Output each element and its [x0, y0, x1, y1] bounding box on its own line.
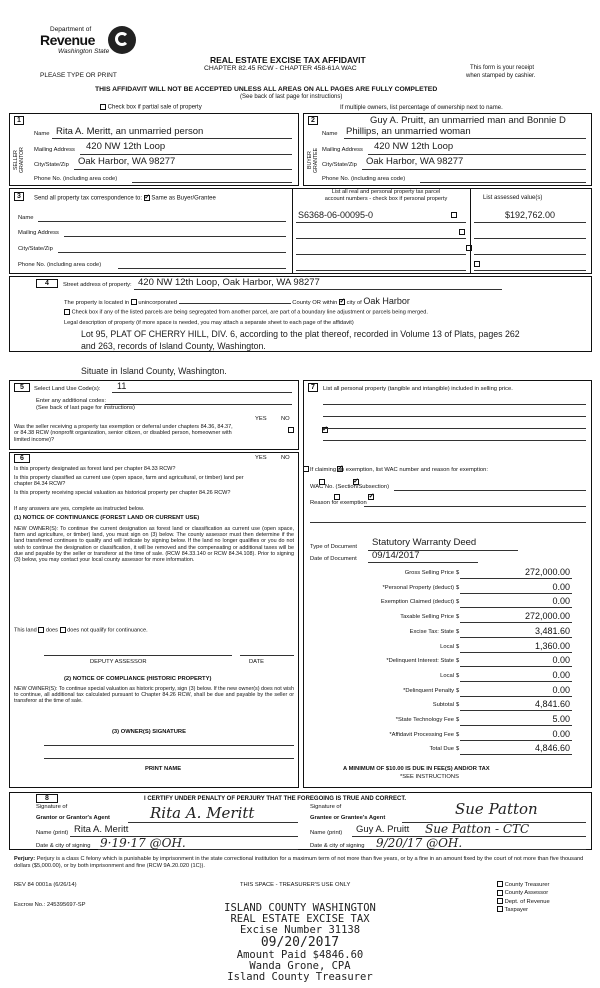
perjury-title: Perjury: [14, 856, 36, 862]
tax-row-label: *Delinquent Interest: State [386, 658, 454, 665]
tax-row-line [460, 696, 572, 697]
seller-grantor-label: SELLER GRANTOR [13, 147, 25, 173]
personal-property-checkbox-3[interactable] [466, 245, 472, 251]
seller-name-line [52, 138, 292, 139]
notice2-title: (2) NOTICE OF COMPLIANCE (HISTORIC PROPERTY) [64, 676, 212, 682]
tax-row-value[interactable]: 0.00 [552, 655, 570, 666]
col-divider-1 [292, 188, 293, 274]
seller-name-label: Name [34, 131, 50, 137]
stamp-line-6: Wanda Grone, CPA [249, 960, 351, 972]
copy-county-treasurer [497, 881, 550, 889]
does-label: does [45, 627, 58, 634]
buyer-city-label: City/State/Zip [322, 162, 357, 168]
please-type: PLEASE TYPE OR PRINT [40, 72, 117, 79]
parcel-header [296, 189, 476, 202]
grantee-sig-label: Signature of [310, 804, 342, 810]
date-label: DATE [249, 659, 265, 665]
tax-row-value[interactable]: 0.00 [552, 669, 570, 680]
tax-row-dollar: $ [456, 643, 460, 650]
reason-line-1 [364, 506, 586, 507]
same-as-label: Same as Buyer/Grantee [151, 195, 216, 202]
tax-row-value[interactable]: 272,000.00 [524, 611, 570, 622]
tax-row-line [460, 652, 572, 653]
grantee-agent-label: Grantee or Grantee's Agent [310, 815, 386, 821]
treasurer-stamp [180, 903, 420, 983]
section-5-number: 5 [14, 383, 30, 392]
deputy-label: DEPUTY ASSESSOR [90, 659, 147, 665]
stamp-line-5: Amount Paid $4846.60 [236, 949, 364, 961]
unincorporated-label: unincorporated [138, 300, 178, 306]
grantor-date[interactable]: 9·19·17 @OH. [100, 836, 186, 850]
street-label: Street address of property: [63, 282, 132, 288]
partial-sale-checkbox[interactable] [100, 104, 106, 110]
grantor-date-line [98, 849, 298, 850]
tax-row-label: Taxable Selling Price [400, 614, 454, 621]
section5-see-back: (See back of last page for instructions) [36, 405, 135, 411]
tax-row-label: Local [440, 672, 454, 679]
buyer-name-line2[interactable]: Phillips, an unmarried woman [346, 126, 471, 137]
send-mailing-line [64, 236, 286, 237]
tax-row-value[interactable]: 4,841.60 [534, 699, 570, 710]
copy-taxpayer [497, 906, 550, 914]
same-as-buyer-checkbox[interactable] [144, 195, 150, 201]
tax-row-label: Total Due [429, 746, 454, 753]
logo-mark-icon [108, 26, 136, 54]
certify-statement: I CERTIFY UNDER PENALTY OF PERJURY THAT THE FOREGOING IS TRUE AND CORRECT. [144, 796, 407, 802]
assessed-line-2 [474, 238, 586, 239]
doc-type-label: Type of Document [310, 544, 358, 550]
this-land-label: This land [14, 627, 37, 634]
send-label: Send all property tax correspondence to: [34, 195, 143, 202]
tax-row-dollar: $ [456, 717, 460, 723]
tax-row-label: *Delinquent Penalty [403, 687, 454, 694]
section6-yes: YES [255, 455, 267, 461]
notice1-text: NEW OWNER(S): To continue the current designation as forest land or classification as current use (open space, farm and agriculture, or timber) land, you must sign on (3) below. The county assessor must then determine if the land transferred continues to qualify and will indicate by signing below. If the land no longer qualifies or you do not wish to continue the designation or classification, it will be removed and the compensating or additional taxes will be due and payable by the seller or transferor at the time of sale. (RCW 84.33.140 or RCW 84.34.108). Prior to signing (3) below, you may contact your local county assessor for more information. [14, 526, 294, 564]
unincorporated-checkbox[interactable] [131, 299, 137, 305]
doc-type[interactable]: Statutory Warranty Deed [372, 537, 477, 548]
send-phone-label: Phone No. (including area code) [18, 262, 102, 268]
tax-row-line [460, 622, 572, 623]
treasurer-only: THIS SPACE - TREASURER'S USE ONLY [240, 882, 351, 888]
exemption-yes-checkbox[interactable] [288, 427, 294, 433]
deputy-line [44, 655, 232, 656]
buyer-phone-line [420, 182, 586, 183]
does-not-checkbox[interactable] [60, 627, 66, 633]
tax-row-dollar: $ [456, 584, 460, 591]
segregated-checkbox[interactable] [64, 309, 70, 315]
parcel-line-1 [296, 222, 466, 223]
tax-row-label: Excise Tax: State [409, 628, 454, 635]
tax-row-label: Gross Selling Price [404, 570, 454, 576]
grantor-sig-line [128, 822, 298, 823]
tax-row-label: Exemption Claimed (deduct) [380, 599, 454, 606]
owner-signature-label: (3) OWNER(S) SIGNATURE [112, 729, 186, 735]
form-title: REAL ESTATE EXCISE TAX AFFIDAVIT [210, 55, 366, 65]
exemption-question: Was the seller receiving a property tax exemption or deferral under chapters 84.36, 84.37, or 84.38 RCW (nonprofit organization, senior citizen, or disabled person, homeowner with limited income)? [14, 424, 233, 443]
street-line [134, 289, 502, 290]
buyer-name-line [344, 138, 586, 139]
legal-line2[interactable]: and 263, records of Island County, Washington. [81, 341, 266, 351]
section-8-number: 8 [36, 794, 58, 803]
tax-row-dollar: $ [456, 672, 460, 679]
assessed-line-3 [474, 254, 586, 255]
seller-phone-line [132, 182, 292, 183]
copy-checkboxes [497, 881, 550, 914]
tax-row-line [460, 666, 572, 667]
stamp-line-7: Island County Treasurer [227, 971, 373, 983]
tax-row-label: Subtotal [432, 702, 454, 709]
segregated-label: Check box if any of the listed parcels are being segregated from another parcel, are part of a boundary line adjustment or parcels being merged. [71, 309, 428, 316]
tax-row-value[interactable]: 1,360.00 [534, 640, 570, 651]
escrow-number: Escrow No.: 245395697-SP [14, 902, 86, 908]
see-back: (See back of last page for instructions) [240, 94, 343, 100]
assessed-line-1 [474, 222, 586, 223]
grantor-sig-label: Signature of [36, 804, 68, 810]
tax-row-value[interactable]: 3,481.60 [534, 625, 570, 636]
section-3-number: 3 [14, 192, 24, 201]
buyer-phone-label: Phone No. (including area code) [322, 176, 406, 182]
send-name-label: Name [18, 215, 34, 221]
send-city-line [58, 252, 286, 253]
grantee-signature[interactable]: Sue Patton [455, 800, 538, 818]
section6-no: NO [281, 455, 290, 461]
form-chapter: CHAPTER 82.45 RCW - CHAPTER 458-61A WAC [204, 65, 357, 72]
current-use-question: Is this property classified as current use (open space, farm and agricultural, or timber) land per chapter 84.34 RCW? [14, 475, 244, 488]
county-assessor-label: County Assessor [504, 890, 549, 897]
minimum-note: A MINIMUM OF $10.00 IS DUE IN FEE(S) AND/OR TAX [343, 766, 490, 772]
tax-row-line [460, 607, 572, 608]
land-use-label: Select Land Use Code(s): [34, 386, 101, 392]
pp-line-2 [323, 416, 586, 417]
legal-line1[interactable]: Lot 95, PLAT OF CHERRY HILL, DIV. 6, according to the plat thereof, recorded in Volume 13 of Plats, pages 262 [81, 329, 520, 339]
taxpayer-label: Taxpayer [504, 906, 529, 913]
tax-row-value[interactable]: 0.00 [552, 581, 570, 592]
revision-number: REV 84 0001a (6/26/14) [14, 882, 77, 888]
tax-row-dollar: $ [456, 731, 460, 738]
tax-row-line [460, 725, 572, 726]
tax-row-dollar: $ [456, 614, 460, 621]
qualify-row [14, 627, 148, 633]
personal-property-checkbox-4[interactable] [474, 261, 480, 267]
dept-line2: Revenue [40, 32, 95, 48]
assessed-value[interactable]: $192,762.00 [505, 210, 556, 220]
see-instructions: *SEE INSTRUCTIONS [400, 774, 459, 780]
section-2-number: 2 [308, 116, 318, 125]
stamp-line-3: Excise Number 31138 [239, 924, 361, 936]
buyer-mailing-line [368, 154, 586, 155]
personal-property-checkbox-1[interactable] [451, 212, 457, 218]
section-6-box [9, 452, 299, 788]
located-row [64, 296, 410, 306]
county-treasurer-checkbox[interactable] [497, 881, 503, 887]
tax-row-label: *State Technology Fee [395, 717, 454, 723]
tax-row-label: Local [440, 643, 454, 650]
receipt-line1: This form is your receipt [470, 65, 535, 71]
tax-row-label: *Personal Property (deduct) [382, 584, 454, 591]
grantee-date-label: Date & city of signing [310, 843, 365, 849]
partial-sale-label: Check box if partial sale of property [107, 104, 202, 111]
forest-land-question: Is this property designated as forest land per chapter 84.33 RCW? [14, 466, 176, 472]
buyer-mailing-label: Mailing Address [322, 147, 363, 153]
claiming-exemption-label: If claiming an exemption, list WAC number and reason for exemption: [310, 467, 488, 473]
date-line [240, 655, 294, 656]
seller-name[interactable]: Rita A. Meritt, an unmarried person [56, 126, 204, 137]
notice2-text: NEW OWNER(S): To continue special valuation as historic property, sign (3) below. If the new owner(s) does not wish to continue, all additional tax calculated pursuant to Chapter 84.26 RCW, shall be due and payable by the seller or transferor at the time of sale. [14, 686, 294, 705]
dept-line1: Department of [50, 26, 92, 33]
street-address[interactable]: 420 NW 12th Loop, Oak Harbor, WA 98277 [138, 277, 320, 288]
section-7-number: 7 [308, 383, 318, 392]
section5-yes: YES [255, 416, 267, 422]
tax-row-dollar: $ [456, 687, 460, 694]
dept-revenue-checkbox[interactable] [497, 898, 503, 904]
seller-mailing-line [80, 154, 292, 155]
tax-row-line [460, 578, 572, 579]
perjury-note [14, 856, 592, 869]
tax-row-line [460, 710, 572, 711]
county-assessor-checkbox[interactable] [497, 890, 503, 896]
parcel-line-4 [296, 270, 466, 271]
receipt-line2: when stamped by cashier. [466, 73, 536, 79]
tax-row-label: *Affidavit Processing Fee [389, 731, 454, 738]
buyer-city[interactable]: Oak Harbor, WA 98277 [366, 156, 464, 167]
seller-city[interactable]: Oak Harbor, WA 98277 [78, 156, 176, 167]
stamp-line-2: REAL ESTATE EXCISE TAX [230, 913, 370, 925]
owner-signature-line-2 [44, 758, 294, 759]
located-label: The property is located in [64, 300, 130, 306]
land-use-line [112, 392, 292, 393]
buyer-city-line [362, 169, 586, 170]
pp-line-3 [323, 428, 586, 429]
dor-logo [40, 26, 140, 70]
tax-row-value[interactable]: 0.00 [552, 596, 570, 607]
buyer-mailing[interactable]: 420 NW 12th Loop [374, 141, 454, 152]
buyer-name-line1[interactable]: Guy A. Pruitt, an unmarried man and Bonnie D [370, 115, 566, 126]
doc-date[interactable]: 09/14/2017 [372, 550, 420, 561]
pp-line-4 [323, 440, 586, 441]
multiple-owners-note: If multiple owners, list percentage of ownership next to name. [340, 105, 503, 111]
taxpayer-checkbox[interactable] [497, 906, 503, 912]
legal-line3[interactable]: Situate in Island County, Washington. [81, 366, 227, 376]
tax-row-line [460, 593, 572, 594]
parcel-line-3 [296, 254, 466, 255]
doc-date-line [368, 562, 478, 563]
send-name-line [38, 221, 286, 222]
perjury-text: Perjury is a class C felony which is punishable by imprisonment in the state correctional institution for a maximum term of not more than five years, or by a fine in an amount fixed by the court of not more than five thousand dollars ($5,000.00), or by both imprisonment and fine (RCW 9A.20.020 (1C)). [14, 856, 584, 869]
additional-codes-label: Enter any additional codes: [36, 398, 106, 404]
tax-row-value[interactable]: 0.00 [552, 728, 570, 739]
send-row [34, 195, 216, 202]
tax-row-dollar: $ [456, 746, 460, 753]
grantee-extra-signature[interactable]: Sue Patton - CTC [425, 822, 530, 836]
grantee-name-label: Name (print) [310, 830, 343, 836]
tax-row-value[interactable]: 5.00 [552, 714, 570, 724]
tax-row-dollar: $ [456, 702, 460, 709]
reason-label: Reason for exemption [310, 500, 367, 506]
tax-row-line [460, 637, 572, 638]
if-yes-note: If any answers are yes, complete as instructed below. [14, 506, 145, 512]
tax-row-line [460, 740, 572, 741]
copy-dept-revenue [497, 898, 550, 906]
seller-city-line [74, 169, 292, 170]
parcel-header-line2: account numbers - check box if personal property [324, 195, 448, 202]
assessed-line-4 [474, 270, 586, 271]
tax-row-dollar: $ [456, 658, 460, 665]
print-name-label: PRINT NAME [145, 766, 182, 772]
doc-date-label: Date of Document [310, 556, 357, 562]
does-checkbox[interactable] [38, 627, 44, 633]
reason-line-2 [310, 522, 586, 523]
city-name[interactable]: Oak Harbor [363, 296, 410, 306]
tax-row-value[interactable]: 4,846.60 [534, 743, 570, 754]
seller-city-label: City/State/Zip [34, 162, 69, 168]
tax-row-value[interactable]: 272,000.00 [524, 567, 570, 577]
parcel-line-2 [296, 238, 466, 239]
grantee-name[interactable]: Guy A. Pruitt [356, 824, 410, 835]
grantor-agent-label: Grantor or Grantor's Agent [36, 815, 110, 821]
send-city-label: City/State/Zip [18, 246, 53, 252]
send-phone-line [118, 268, 286, 269]
tax-row-dollar: $ [456, 599, 460, 606]
county-treasurer-label: County Treasurer [504, 882, 550, 888]
assessed-header: List assessed value(s) [483, 195, 543, 201]
stamp-line-4: 09/20/2017 [260, 935, 340, 950]
tax-row-dollar: $ [456, 570, 460, 576]
land-use-code[interactable]: 11 [117, 381, 127, 391]
dept-revenue-label: Dept. of Revenue [504, 898, 550, 905]
does-not-label: does not qualify for continuance. [67, 627, 148, 634]
notice1-title: (1) NOTICE OF CONTINUANCE (FOREST LAND OR CURRENT USE) [14, 515, 200, 521]
tax-row-dollar: $ [456, 628, 460, 635]
section-1-number: 1 [14, 116, 24, 125]
city-of-checkbox[interactable] [339, 299, 345, 305]
historic-question: Is this property receiving special valuation as historical property per chapter 84.26 RCW? [14, 490, 231, 496]
seller-phone-label: Phone No. (including area code) [34, 176, 118, 182]
personal-property-list-label: List all personal property (tangible and intangible) included in selling price. [323, 386, 513, 392]
stamp-line-1: ISLAND COUNTY WASHINGTON [224, 902, 376, 914]
grantee-date[interactable]: 9/20/17 @OH. [376, 836, 463, 850]
segregated-row [64, 309, 428, 315]
dept-line3: Washington State [58, 48, 110, 55]
warning-text: THIS AFFIDAVIT WILL NOT BE ACCEPTED UNLESS ALL AREAS ON ALL PAGES ARE FULLY COMPLETED [95, 86, 438, 93]
buyer-grantee-label: BUYER GRANTEE [307, 147, 319, 173]
seller-mailing[interactable]: 420 NW 12th Loop [86, 141, 166, 152]
owner-signature-line-1 [44, 745, 294, 746]
wac-label: WAC No. (Section/Subsection) [310, 484, 390, 490]
grantor-name-label: Name (print) [36, 830, 69, 836]
seller-mailing-label: Mailing Address [34, 147, 75, 153]
parcel-number[interactable]: S6368-06-00095-0 [298, 210, 374, 220]
tax-row-value[interactable]: 0.00 [552, 684, 570, 695]
grantor-name[interactable]: Rita A. Meritt [74, 824, 129, 835]
grantor-signature[interactable]: Rita A. Meritt [150, 804, 255, 822]
legal-label: Legal description of property (if more space is needed, you may attach a separate sheet to each page of the affidavit) [64, 320, 354, 326]
wac-line [394, 490, 586, 491]
partial-sale-row [100, 104, 202, 111]
grantor-date-label: Date & city of signing [36, 843, 91, 849]
city-of-label: city of [346, 300, 362, 306]
copy-county-assessor [497, 889, 550, 897]
county-or-within-label: County OR within [292, 300, 338, 306]
tax-row-line [460, 681, 572, 682]
send-mailing-label: Mailing Address [18, 230, 59, 236]
section5-no: NO [281, 416, 290, 422]
pp-line-1 [323, 404, 586, 405]
grantee-date-line [372, 849, 586, 850]
tax-row-line [460, 754, 572, 755]
section-4-number: 4 [36, 279, 58, 288]
col-divider-2 [470, 188, 471, 274]
personal-property-checkbox-2[interactable] [459, 229, 465, 235]
buyer-name-label: Name [322, 131, 338, 137]
section-6-number: 6 [14, 454, 30, 463]
parcel-header-line1: List all real and personal property tax parcel [331, 189, 441, 195]
